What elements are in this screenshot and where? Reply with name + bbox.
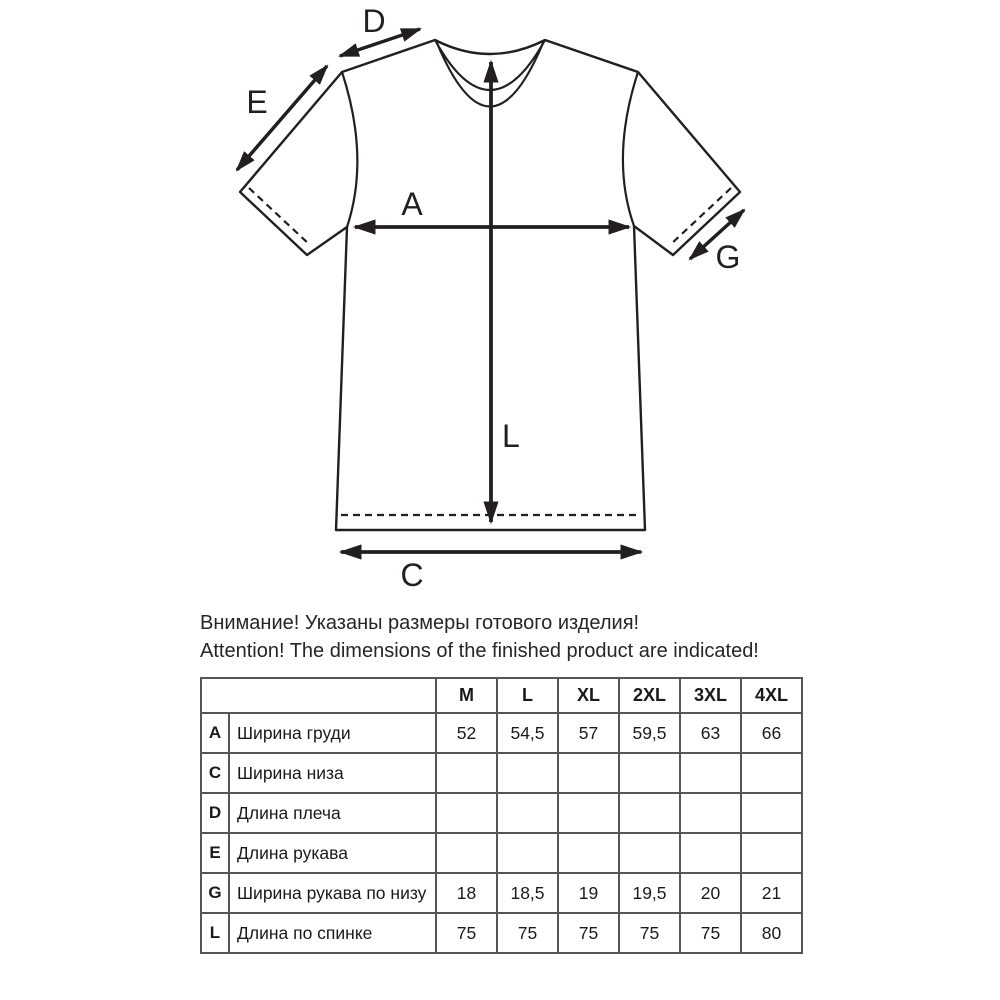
row-name: Длина по спинке [229, 913, 436, 953]
table-row-g [201, 873, 802, 913]
row-letter: L [201, 913, 229, 953]
dimension-label-g: G [715, 239, 741, 275]
cell-value [436, 753, 497, 793]
column-header-xl: XL [558, 678, 619, 713]
cell-value [497, 753, 558, 793]
attention-note [200, 610, 759, 665]
row-letter: G [201, 873, 229, 913]
cell-value: 63 [680, 713, 741, 753]
table-row-e [201, 833, 802, 873]
table-row-a [201, 713, 802, 753]
cell-value: 75 [558, 913, 619, 953]
cell-value: 52 [436, 713, 497, 753]
cell-value [436, 793, 497, 833]
dimension-label-a: A [401, 186, 423, 222]
cell-value [497, 793, 558, 833]
dimension-label-c: C [400, 557, 424, 593]
attention-note-english: Attention! The dimensions of the finished product are indicated! [200, 639, 759, 662]
dimension-label-l: L [502, 418, 520, 454]
column-header-3xl: 3XL [680, 678, 741, 713]
size-table-header-row [201, 678, 802, 713]
cell-value: 66 [741, 713, 802, 753]
cell-value: 19,5 [619, 873, 680, 913]
cell-value: 18,5 [497, 873, 558, 913]
cell-value [680, 793, 741, 833]
cell-value: 59,5 [619, 713, 680, 753]
row-letter: D [201, 793, 229, 833]
column-header-2xl: 2XL [619, 678, 680, 713]
column-header-4xl: 4XL [741, 678, 802, 713]
row-name: Ширина груди [229, 713, 436, 753]
cell-value [680, 833, 741, 873]
cell-value: 75 [436, 913, 497, 953]
row-name: Длина рукава [229, 833, 436, 873]
cell-value [497, 833, 558, 873]
row-letter: E [201, 833, 229, 873]
dimension-label-e: E [246, 84, 268, 120]
cell-value: 80 [741, 913, 802, 953]
row-name: Ширина рукава по низу [229, 873, 436, 913]
cell-value: 75 [680, 913, 741, 953]
cell-value: 18 [436, 873, 497, 913]
cell-value [436, 833, 497, 873]
cell-value: 20 [680, 873, 741, 913]
table-row-d [201, 793, 802, 833]
header-blank-cell [201, 678, 436, 713]
cell-value [619, 833, 680, 873]
cell-value [741, 833, 802, 873]
dimension-label-d: D [362, 3, 386, 39]
cell-value [619, 793, 680, 833]
row-name: Ширина низа [229, 753, 436, 793]
cell-value [741, 793, 802, 833]
row-name: Длина плеча [229, 793, 436, 833]
column-header-m: M [436, 678, 497, 713]
cell-value [558, 753, 619, 793]
cell-value: 57 [558, 713, 619, 753]
cell-value [680, 753, 741, 793]
row-letter: A [201, 713, 229, 753]
cell-value [558, 793, 619, 833]
cell-value: 54,5 [497, 713, 558, 753]
column-header-l: L [497, 678, 558, 713]
cell-value [741, 753, 802, 793]
size-table [200, 677, 803, 954]
cell-value: 21 [741, 873, 802, 913]
row-letter: C [201, 753, 229, 793]
cell-value: 19 [558, 873, 619, 913]
cell-value: 75 [619, 913, 680, 953]
table-row-c [201, 753, 802, 793]
cell-value [619, 753, 680, 793]
attention-note-russian: Внимание! Указаны размеры готового изделия! [200, 612, 640, 634]
table-row-l [201, 913, 802, 953]
cell-value [558, 833, 619, 873]
cell-value: 75 [497, 913, 558, 953]
